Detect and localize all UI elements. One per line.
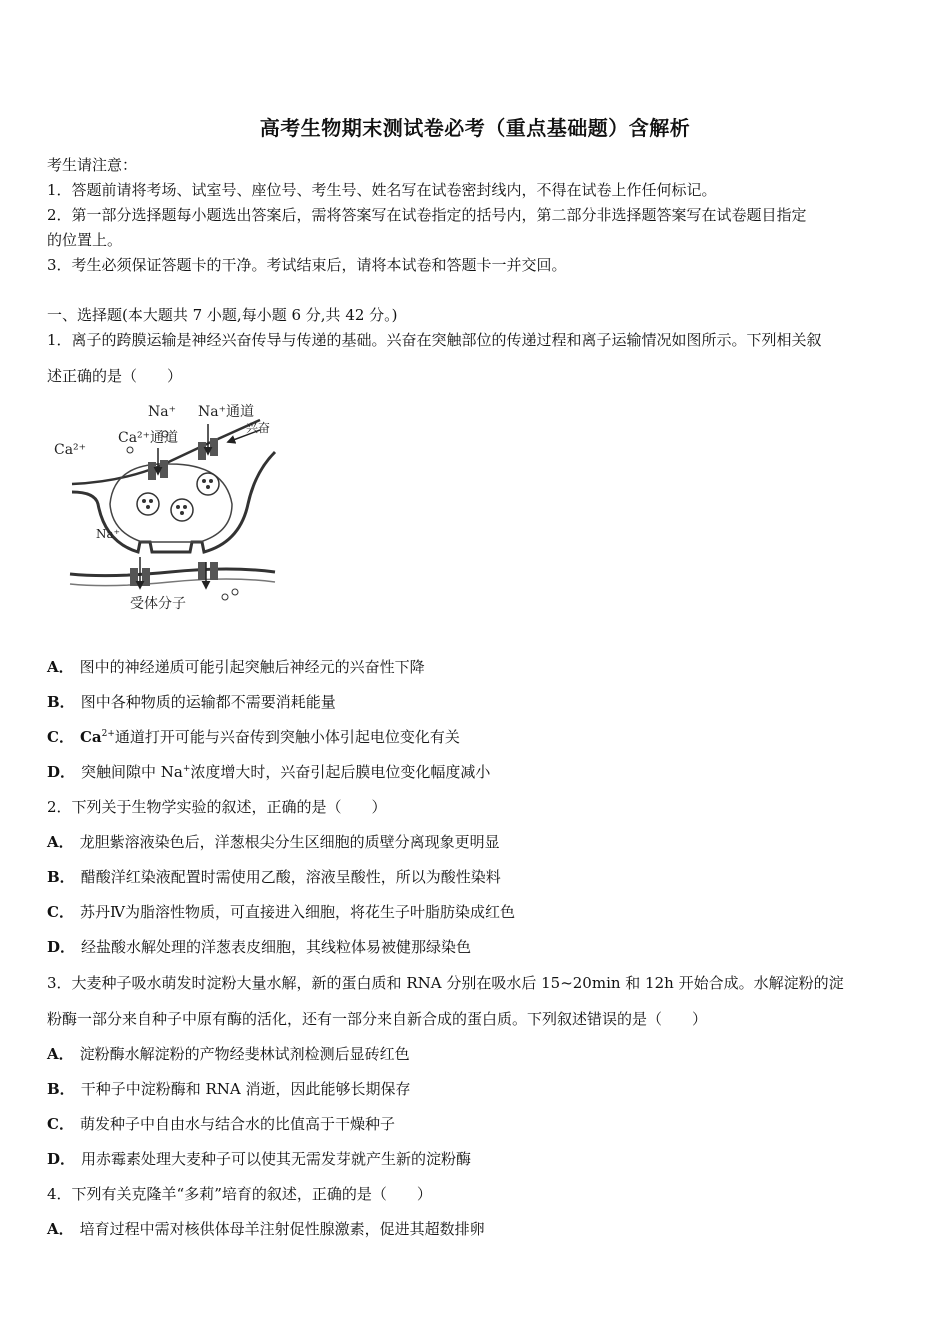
option-text: 干种子中淀粉酶和 RNA 消逝，因此能够长期保存 xyxy=(80,1080,411,1098)
notice-item: 的位置上。 xyxy=(47,231,123,249)
option-letter: D． xyxy=(47,938,76,956)
synaptic-vesicle xyxy=(171,499,193,521)
q2-option-a xyxy=(47,832,907,852)
postsynaptic-membrane-inner xyxy=(70,579,275,586)
option-text: 经盐酸水解处理的洋葱表皮细胞，其线粒体易被健那绿染色 xyxy=(81,938,472,956)
label-na: Na⁺ xyxy=(148,404,176,420)
option-letter: B． xyxy=(47,1080,75,1098)
option-letter: A． xyxy=(47,658,74,676)
option-superscript: 2+ xyxy=(101,729,115,739)
section-heading: 一、选择题(本大题共 7 小题,每小题 6 分,共 42 分。) xyxy=(47,306,398,324)
synapse-diagram xyxy=(50,392,290,617)
option-letter: D． xyxy=(47,763,76,781)
option-prefix: 突触间隙中 Na xyxy=(81,763,183,781)
receptor-channel xyxy=(198,562,218,580)
synapse-diagram-svg xyxy=(50,392,290,617)
option-letter: D． xyxy=(47,1150,76,1168)
option-letter: A． xyxy=(47,1045,74,1063)
question-1-stem-cont: 述正确的是（ ） xyxy=(47,367,183,385)
option-superscript: + xyxy=(182,764,191,774)
q1-option-d xyxy=(47,762,907,782)
q1-option-b xyxy=(47,692,907,712)
question-4-stem: 4．下列有关克隆羊“多莉”培育的叙述，正确的是（ ） xyxy=(47,1185,432,1203)
option-prefix: Ca xyxy=(79,728,102,746)
label-na-channel: Na⁺通道 xyxy=(198,404,254,420)
question-3-stem-cont: 粉酶一部分来自种子中原有酶的活化，还有一部分来自新合成的蛋白质。下列叙述错误的是（ ） xyxy=(47,1010,708,1028)
label-excite: 兴奋 xyxy=(246,421,271,435)
synaptic-vesicle xyxy=(197,473,219,495)
option-text: 用赤霉素处理大麦种子可以使其无需发芽就产生新的淀粉酶 xyxy=(81,1150,472,1168)
page-title: 高考生物期末测试卷必考（重点基础题）含解析 xyxy=(259,116,691,140)
label-ca: Ca²⁺ xyxy=(54,442,87,458)
option-letter: B． xyxy=(47,693,75,711)
option-text: 龙胆紫溶液染色后，洋葱根尖分生区细胞的质壁分离现象更明显 xyxy=(79,833,500,851)
option-text: 培育过程中需对核供体母羊注射促性腺激素，促进其超数排卵 xyxy=(79,1220,485,1238)
option-letter: C． xyxy=(47,728,74,746)
q2-option-c xyxy=(47,902,907,922)
option-letter: B． xyxy=(47,868,75,886)
label-ca-channel: Ca²⁺通道 xyxy=(118,430,179,446)
q4-option-a xyxy=(47,1219,907,1239)
option-text: 淀粉酶水解淀粉的产物经斐林试剂检测后显砖红色 xyxy=(79,1045,410,1063)
option-text: 通道打开可能与兴奋传到突触小体引起电位变化有关 xyxy=(114,728,460,746)
question-3-stem: 3．大麦种子吸水萌发时淀粉大量水解，新的蛋白质和 RNA 分别在吸水后 15~20min 和 12h 开始合成。水解淀粉的淀 xyxy=(47,974,844,992)
option-letter: A． xyxy=(47,1220,74,1238)
notice-item: 3．考生必须保证答题卡的干净。考试结束后，请将本试卷和答题卡一并交回。 xyxy=(47,256,567,274)
q2-option-d xyxy=(47,937,907,957)
notice-heading: 考生请注意： xyxy=(47,156,138,174)
postsynaptic-membrane xyxy=(70,569,275,576)
synaptic-vesicle xyxy=(137,493,159,515)
q3-option-b xyxy=(47,1079,907,1099)
option-letter: C． xyxy=(47,1115,74,1133)
option-letter: C． xyxy=(47,903,74,921)
option-text: 醋酸洋红染液配置时需使用乙酸，溶液呈酸性，所以为酸性染料 xyxy=(80,868,501,886)
question-1-stem: 1．离子的跨膜运输是神经兴奋传导与传递的基础。兴奋在突触部位的传递过程和离子运输情况如图所示。下列相关叙 xyxy=(47,331,822,349)
question-2-stem: 2．下列关于生物学实验的叙述，正确的是（ ） xyxy=(47,798,387,816)
notice-item: 1．答题前请将考场、试室号、座位号、考生号、姓名写在试卷密封线内，不得在试卷上作任何标记。 xyxy=(47,181,717,199)
q3-option-d xyxy=(47,1149,907,1169)
option-text: 浓度增大时，兴奋引起后膜电位变化幅度减小 xyxy=(190,763,491,781)
option-text: 图中的神经递质可能引起突触后神经元的兴奋性下降 xyxy=(79,658,425,676)
q3-option-a xyxy=(47,1044,907,1064)
q2-option-b xyxy=(47,867,907,887)
label-receptor: 受体分子 xyxy=(130,596,186,612)
option-text: 图中各种物质的运输都不需要消耗能量 xyxy=(80,693,336,711)
option-text: 苏丹Ⅳ为脂溶性物质，可直接进入细胞，将花生子叶脂肪染成红色 xyxy=(79,903,515,921)
q1-option-c xyxy=(47,727,907,747)
q3-option-c xyxy=(47,1114,907,1134)
label-na-small: Na⁺ xyxy=(96,527,120,541)
option-text: 萌发种子中自由水与结合水的比值高于干燥种子 xyxy=(79,1115,395,1133)
notice-item: 2．第一部分选择题每小题选出答案后，需将答案写在试卷指定的括号内，第二部分非选择题答案写在试卷题目指定 xyxy=(47,206,807,224)
option-letter: A． xyxy=(47,833,74,851)
q1-option-a xyxy=(47,657,907,677)
